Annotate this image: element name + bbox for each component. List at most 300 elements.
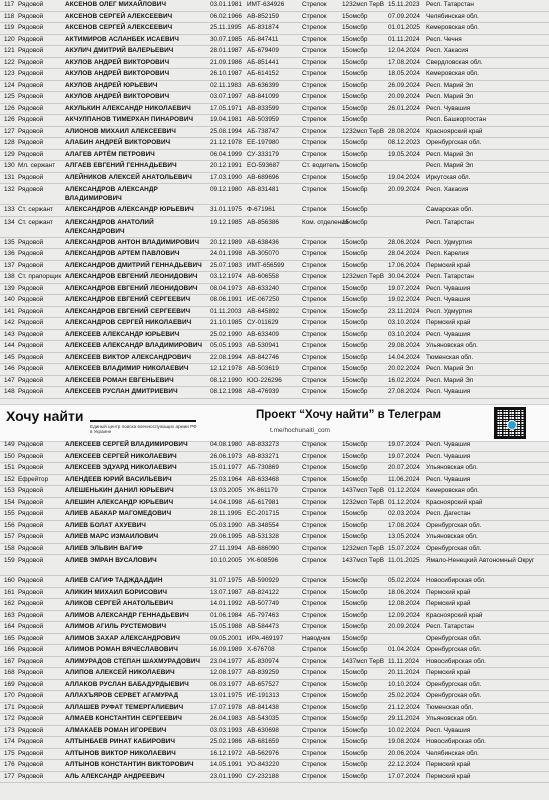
- table-row: [0, 272, 549, 284]
- region-cell: Челябинская обл.: [426, 749, 479, 757]
- role-cell: Стрелок: [302, 376, 327, 384]
- document-cell: АВ-852159: [247, 12, 279, 20]
- unit-cell: 15омсбр: [342, 715, 368, 722]
- birth-date-cell: 16.09.1989: [210, 646, 242, 653]
- region-cell: Пермский край: [426, 772, 471, 780]
- unit-cell: 15омсбр: [342, 104, 368, 112]
- birth-date-cell: 31.07.1975: [210, 577, 242, 584]
- role-cell: Ком. отделения: [302, 218, 349, 226]
- row-number: 147: [4, 376, 15, 384]
- row-number: 163: [4, 611, 15, 619]
- table-row: [0, 463, 549, 475]
- region-cell: Пермский край: [426, 588, 471, 596]
- document-cell: АВ-348554: [247, 521, 279, 529]
- row-number: 162: [4, 600, 15, 607]
- birth-date-cell: 19.12.1985: [210, 218, 242, 226]
- birth-date-cell: 26.04.1983: [210, 715, 242, 722]
- date-cell: 29.11.2024: [388, 715, 420, 722]
- document-cell: АВ-657527: [247, 680, 279, 688]
- birth-date-cell: 28.11.1995: [210, 510, 242, 517]
- name-cell: АЛЕКСАНДРОВ АЛЕКСАНДР ВЛАДИМИРОВИЧ: [65, 186, 158, 202]
- role-cell: Стрелок: [302, 749, 327, 757]
- role-cell: Стрелок: [302, 611, 327, 619]
- table-row: [0, 726, 549, 738]
- birth-date-cell: 20.12.1989: [210, 238, 242, 246]
- name-cell: АЛТЫНОВ ВИКТОР НИКОЛАЕВИЧ: [65, 749, 176, 757]
- role-cell: Стрелок: [302, 577, 327, 584]
- row-number: 130: [4, 162, 15, 169]
- region-cell: Респ. Марий Эл: [426, 162, 474, 169]
- unit-cell: 15омсбр: [342, 261, 368, 269]
- unit-cell: 15омсбр: [342, 365, 368, 372]
- document-cell: ИМТ-656599: [247, 261, 285, 269]
- region-cell: Новосибирская обл.: [426, 738, 486, 745]
- role-cell: Стрелок: [302, 623, 327, 630]
- date-cell: 29.08.2024: [388, 342, 420, 349]
- region-cell: Респ. Чувашия: [426, 104, 471, 112]
- role-cell: Стрелок: [302, 273, 327, 280]
- role-cell: Стрелок: [302, 703, 327, 711]
- role-cell: Стрелок: [302, 35, 327, 43]
- date-cell: 14.04.2024: [388, 353, 420, 361]
- unit-cell: 15омсбр: [342, 464, 368, 471]
- unit-cell: 15омсбр: [342, 162, 368, 169]
- birth-date-cell: 28.01.1987: [210, 47, 242, 54]
- unit-cell: 1232мсп ТерВ: [342, 544, 384, 552]
- birth-date-cell: 24.01.1998: [210, 250, 242, 257]
- role-cell: Стрелок: [302, 81, 327, 89]
- unit-cell: 15омсбр: [342, 600, 368, 607]
- region-cell: Респ. Удмуртия: [426, 307, 472, 315]
- row-number: 149: [4, 441, 15, 448]
- brand-underline: [90, 420, 196, 422]
- birth-date-cell: 19.04.1981: [210, 116, 242, 123]
- birth-date-cell: 25.11.1995: [210, 24, 242, 31]
- birth-date-cell: 15.01.1977: [210, 464, 242, 471]
- rank-cell: Рядовой: [18, 12, 44, 20]
- name-cell: АЛИМОВ ЗАХАР АЛЕКСАНДРОВИЧ: [65, 634, 180, 642]
- birth-date-cell: 03.12.1974: [210, 273, 242, 280]
- document-cell: ИРА-469197: [247, 634, 284, 642]
- date-cell: 19.08.2024: [388, 738, 420, 745]
- table-row: [0, 81, 549, 93]
- unit-cell: 15омсбр: [342, 206, 368, 213]
- name-cell: АЛЕКСАНДРОВ АНТОН ВЛАДИМИРОВИЧ: [65, 238, 200, 246]
- name-cell: АЛЕКСАНДРОВ АЛЕКСАНДР ЮРЬЕВИЧ: [65, 206, 194, 213]
- table-row: [0, 599, 549, 611]
- row-number: 118: [4, 12, 15, 20]
- birth-date-cell: 13.01.1975: [210, 692, 242, 699]
- role-cell: Стрелок: [302, 150, 327, 158]
- unit-cell: 15омсбр: [342, 533, 368, 540]
- unit-cell: 15омсбр: [342, 452, 368, 460]
- table-row: [0, 498, 549, 510]
- rank-cell: Рядовой: [18, 441, 44, 448]
- role-cell: Стрелок: [302, 365, 327, 372]
- rank-cell: Рядовой: [18, 577, 44, 584]
- unit-cell: 15омсбр: [342, 353, 368, 361]
- brand-subtitle: Единый центр поиска военнослужащих армии РФ в Украине: [90, 424, 197, 435]
- document-cell: УО-843220: [247, 761, 280, 768]
- region-cell: Респ. Башкортостан: [426, 116, 486, 123]
- region-cell: Тюменская обл.: [426, 703, 474, 711]
- document-cell: АБ-851441: [247, 58, 279, 66]
- rank-cell: Рядовой: [18, 342, 44, 349]
- row-number: 136: [4, 250, 15, 257]
- row-number: 123: [4, 70, 15, 77]
- birth-date-cell: 05.03.1990: [210, 521, 242, 529]
- unit-cell: 15омсбр: [342, 58, 368, 66]
- name-cell: АЛИЕВ АБАКАР МАГОМЕДОВИЧ: [65, 510, 172, 517]
- birth-date-cell: 10.10.2005: [210, 557, 242, 564]
- unit-cell: 15омсбр: [342, 646, 368, 653]
- unit-cell: 15омсбр: [342, 680, 368, 688]
- name-cell: АЛЛАКОВ РУСЛАН БАБАДУРДЫЕВИЧ: [65, 680, 189, 688]
- name-cell: АЛЕКСЕЕВ АЛЕКСАНДР ЮРЬЕВИЧ: [65, 330, 180, 338]
- birth-date-cell: 21.09.1986: [210, 58, 242, 66]
- rank-cell: Рядовой: [18, 600, 44, 607]
- table-row: [0, 173, 549, 185]
- date-cell: 17.06.2024: [388, 261, 420, 269]
- document-cell: АВ-530941: [247, 342, 279, 349]
- row-number: 160: [4, 577, 15, 584]
- rank-cell: Рядовой: [18, 81, 44, 89]
- row-number: 155: [4, 510, 15, 517]
- name-cell: АЛЕКСЕЕВ ВЛАДИМИР НИКОЛАЕВИЧ: [65, 365, 189, 372]
- name-cell: АКТИМИРОВ АСЛАНБЕК ИСАЕВИЧ: [65, 35, 180, 43]
- rank-cell: Рядовой: [18, 139, 44, 146]
- table-row: [0, 58, 549, 70]
- birth-date-cell: 09.05.2001: [210, 634, 242, 642]
- birth-date-cell: 27.11.1994: [210, 544, 242, 552]
- document-cell: АВ-584473: [247, 623, 279, 630]
- name-cell: АЛАГЕВ АРТЁМ ПЕТРОВИЧ: [65, 150, 155, 158]
- region-cell: Респ. Чувашия: [426, 284, 471, 292]
- region-cell: Пермский край: [426, 319, 471, 326]
- role-cell: Стрелок: [302, 669, 327, 676]
- document-cell: АВ-590929: [247, 577, 279, 584]
- table-row: [0, 104, 549, 116]
- name-cell: АЛЛАШЕВ РУФАТ ТЕМЕРГАЛИЕВИЧ: [65, 703, 184, 711]
- table-row: [0, 772, 549, 784]
- region-cell: Респ. Чувашия: [426, 388, 471, 395]
- region-cell: Оренбургская обл.: [426, 680, 482, 688]
- table-row: [0, 691, 549, 703]
- name-cell: АЛЕКСАНДРОВ ЕВГЕНИЙ СЕРГЕЕВИЧ: [65, 307, 191, 315]
- row-number: 150: [4, 452, 15, 460]
- unit-cell: 15омсбр: [342, 81, 368, 89]
- table-row: [0, 46, 549, 58]
- region-cell: Пермский край: [426, 761, 471, 768]
- table-row: [0, 217, 549, 238]
- table-row: [0, 555, 549, 576]
- rank-cell: Рядовой: [18, 510, 44, 517]
- table-row: [0, 387, 549, 399]
- document-cell: УК-861179: [247, 487, 278, 494]
- date-cell: 20.09.2024: [388, 93, 420, 100]
- row-number: 134: [4, 218, 15, 226]
- rank-cell: Рядовой: [18, 611, 44, 619]
- document-cell: АВ-531328: [247, 533, 279, 540]
- birth-date-cell: 22.08.1994: [210, 353, 242, 361]
- document-cell: ЮО-226296: [247, 376, 282, 384]
- region-cell: Респ. Татарстан: [426, 273, 474, 280]
- date-cell: 17.08.2024: [388, 58, 420, 66]
- region-cell: Респ. Чувашия: [426, 475, 471, 483]
- rank-cell: Рядовой: [18, 452, 44, 460]
- role-cell: Стрелок: [302, 47, 327, 54]
- rank-cell: Рядовой: [18, 680, 44, 688]
- rank-cell: Рядовой: [18, 104, 44, 112]
- date-cell: 19.04.2024: [388, 173, 420, 181]
- region-cell: Пермский край: [426, 261, 471, 269]
- table-row: [0, 205, 549, 217]
- promo-banner: [0, 404, 549, 442]
- rank-cell: Рядовой: [18, 127, 44, 135]
- birth-date-cell: 14.04.1998: [210, 498, 242, 506]
- row-number: 152: [4, 475, 15, 483]
- birth-date-cell: 12.08.1977: [210, 669, 242, 676]
- table-row: [0, 295, 549, 307]
- region-cell: Респ. Хакасия: [426, 47, 469, 54]
- table-row: [0, 69, 549, 81]
- document-cell: ЕО-593687: [247, 162, 280, 169]
- role-cell: Стрелок: [302, 772, 327, 780]
- birth-date-cell: 25.03.1964: [210, 475, 242, 483]
- rank-cell: Рядовой: [18, 296, 44, 303]
- row-number: 139: [4, 284, 15, 292]
- document-cell: АБ-730869: [247, 464, 279, 471]
- date-cell: 20.06.2024: [388, 749, 420, 757]
- unit-cell: 15омсбр: [342, 521, 368, 529]
- name-cell: АЛГАЕВ ЕВГЕНИЙ ГЕННАДЬЕВИЧ: [65, 162, 177, 169]
- birth-date-cell: 03.03.1993: [210, 726, 242, 734]
- rank-cell: Рядовой: [18, 544, 44, 552]
- document-cell: АВ-633240: [247, 284, 279, 292]
- table-row: [0, 475, 549, 487]
- name-cell: АЛИКОВ СЕРГЕЙ АНАТОЛЬЕВИЧ: [65, 600, 174, 607]
- name-cell: АЛЕКСАНДРОВ АРТЕМ ПАВЛОВИЧ: [65, 250, 180, 257]
- document-cell: СУ-011629: [247, 319, 279, 326]
- table-row: [0, 645, 549, 657]
- unit-cell: 1232мсп ТерВ: [342, 1, 384, 8]
- rank-cell: Рядовой: [18, 703, 44, 711]
- region-cell: Ульяновская обл.: [426, 342, 478, 349]
- rank-cell: Рядовой: [18, 24, 44, 31]
- row-number: 145: [4, 353, 15, 361]
- date-cell: 12.04.2024: [388, 47, 420, 54]
- rank-cell: Рядовой: [18, 738, 44, 745]
- date-cell: 01.11.2024: [388, 35, 420, 43]
- rank-cell: Рядовой: [18, 634, 44, 642]
- region-cell: Кемеровская обл.: [426, 24, 480, 31]
- document-cell: ЕЕ-197980: [247, 139, 279, 146]
- document-cell: АВ-681659: [247, 738, 279, 745]
- document-cell: Х-676708: [247, 646, 275, 653]
- rank-cell: Мл. сержант: [18, 162, 56, 169]
- unit-cell: 1437мсп ТерВ: [342, 557, 384, 564]
- role-cell: Стрелок: [302, 600, 327, 607]
- rank-cell: Рядовой: [18, 319, 44, 326]
- row-number: 151: [4, 464, 15, 471]
- document-cell: АВ-305070: [247, 250, 279, 257]
- document-cell: АБ-797463: [247, 611, 279, 619]
- unit-cell: 15омсбр: [342, 577, 368, 584]
- region-cell: Оренбургская обл.: [426, 692, 482, 699]
- table-row: [0, 12, 549, 24]
- unit-cell: 15омсбр: [342, 330, 368, 338]
- region-cell: Свердловская обл.: [426, 58, 483, 66]
- role-cell: Стрелок: [302, 70, 327, 77]
- row-number: 125: [4, 93, 15, 100]
- table-row: [0, 284, 549, 296]
- table-row: [0, 184, 549, 205]
- name-cell: АЛЕКСЕЕВ СЕРГЕЙ НИКОЛАЕВИЧ: [65, 452, 177, 460]
- role-cell: Стрелок: [302, 93, 327, 100]
- row-number: 119: [4, 24, 15, 31]
- region-cell: Респ. Чувашия: [426, 441, 471, 448]
- row-number: 128: [4, 139, 15, 146]
- table-row: [0, 588, 549, 600]
- name-cell: АЛИМОВ РОМАН ВЯЧЕСЛАВОВИЧ: [65, 646, 178, 653]
- region-cell: Пермский край: [426, 600, 471, 607]
- name-cell: АЛИЕВ САГИФ ТАДЖДАДДИН: [65, 577, 163, 584]
- table-row: [0, 509, 549, 521]
- casualty-table-top: [0, 0, 549, 399]
- row-number: 156: [4, 521, 15, 529]
- name-cell: АЛМАКАЕВ РОМАН ИГОРЕВИЧ: [65, 726, 167, 734]
- table-row: [0, 703, 549, 715]
- name-cell: АЛТЫНБАЕВ РИНАТ КАБИРОВИЧ: [65, 738, 176, 745]
- unit-cell: 15омсбр: [342, 139, 368, 146]
- row-number: 148: [4, 388, 15, 395]
- name-cell: АЛЕКСЕЕВ ЭДУАРД НИКОЛАЕВИЧ: [65, 464, 177, 471]
- rank-cell: Рядовой: [18, 657, 44, 665]
- document-cell: АВ-645892: [247, 307, 279, 315]
- rank-cell: Рядовой: [18, 116, 44, 123]
- unit-cell: 15омсбр: [342, 376, 368, 384]
- date-cell: 07.09.2024: [388, 12, 420, 20]
- role-cell: Стрелок: [302, 24, 327, 31]
- row-number: 143: [4, 330, 15, 338]
- role-cell: Стрелок: [302, 761, 327, 768]
- document-cell: СУ-333179: [247, 150, 279, 158]
- date-cell: 19.07.2024: [388, 441, 420, 448]
- row-number: 129: [4, 150, 15, 158]
- document-cell: АВ-841099: [247, 93, 279, 100]
- name-cell: АКУЛЬКИН АЛЕКСАНДР НИКОЛАЕВИЧ: [65, 104, 191, 112]
- table-row: [0, 634, 549, 646]
- telegram-link[interactable]: t.me/hochunaiti_com: [270, 427, 330, 434]
- unit-cell: 15омсбр: [342, 35, 368, 43]
- document-cell: АВ-633409: [247, 330, 279, 338]
- region-cell: Оренбургская обл.: [426, 634, 482, 642]
- role-cell: Стрелок: [302, 498, 327, 506]
- name-cell: АКСЕНОВ СЕРГЕЙ АЛЕКСЕЕВИЧ: [65, 12, 173, 20]
- name-cell: АЛЕКСЕЕВ АЛЕКСАНДР ВЛАДИМИРОВИЧ: [65, 342, 203, 349]
- region-cell: Респ. Чечня: [426, 35, 462, 43]
- birth-date-cell: 29.06.1995: [210, 533, 242, 540]
- rank-cell: Рядовой: [18, 70, 44, 77]
- unit-cell: 1437мсп ТерВ: [342, 487, 384, 494]
- role-cell: Стрелок: [302, 250, 327, 257]
- role-cell: Стрелок: [302, 680, 327, 688]
- row-number: 172: [4, 715, 15, 722]
- document-cell: Ф-671961: [247, 206, 276, 213]
- role-cell: Стрелок: [302, 127, 327, 135]
- unit-cell: 15омсбр: [342, 116, 368, 123]
- name-cell: АЛЕКСЕЕВ РУСЛАН ДМИТРИЕВИЧ: [65, 388, 178, 395]
- region-cell: Респ. Татарстан: [426, 1, 474, 8]
- row-number: 133: [4, 206, 15, 213]
- role-cell: Стрелок: [302, 342, 327, 349]
- document-cell: ИЕ-067250: [247, 296, 280, 303]
- region-cell: Респ. Чувашия: [426, 296, 471, 303]
- document-cell: ЕС-201715: [247, 510, 280, 517]
- row-number: 164: [4, 623, 15, 630]
- unit-cell: 15омсбр: [342, 307, 368, 315]
- unit-cell: 15омсбр: [342, 634, 368, 642]
- region-cell: Ямало-Ненецкий Автономный Округ: [426, 557, 535, 564]
- role-cell: Стрелок: [302, 388, 327, 395]
- date-cell: 01.12.2024: [388, 487, 420, 494]
- birth-date-cell: 17.03.1990: [210, 173, 242, 181]
- name-cell: АЛИМОВ АЛЕКСАНДР ГЕННАДЬЕВИЧ: [65, 611, 189, 619]
- role-cell: Стрелок: [302, 116, 327, 123]
- birth-date-cell: 05.05.1993: [210, 342, 242, 349]
- row-number: 176: [4, 761, 15, 768]
- region-cell: Челябинская обл.: [426, 12, 479, 20]
- role-cell: Стрелок: [302, 238, 327, 246]
- table-row: [0, 611, 549, 623]
- rank-cell: Рядовой: [18, 646, 44, 653]
- rank-cell: Рядовой: [18, 692, 44, 699]
- rank-cell: Рядовой: [18, 749, 44, 757]
- birth-date-cell: 25.02.1990: [210, 330, 242, 338]
- role-cell: Стрелок: [302, 104, 327, 112]
- birth-date-cell: 14.05.1991: [210, 761, 242, 768]
- name-cell: АЛИМОВ АГИЛЬ РУСТЕМОВИЧ: [65, 623, 167, 630]
- role-cell: Стрелок: [302, 330, 327, 338]
- role-cell: Стрелок: [302, 173, 327, 181]
- document-cell: АБ-830974: [247, 657, 279, 665]
- table-row: [0, 760, 549, 772]
- unit-cell: 15омсбр: [342, 772, 368, 780]
- role-cell: Стрелок: [302, 715, 327, 722]
- rank-cell: Рядовой: [18, 353, 44, 361]
- role-cell: Стрелок: [302, 657, 327, 665]
- table-row: [0, 364, 549, 376]
- name-cell: АЛАБИН АНДРЕЙ ВИКТОРОВИЧ: [65, 139, 171, 146]
- region-cell: Ульяновская обл.: [426, 715, 478, 722]
- rank-cell: Рядовой: [18, 261, 44, 269]
- birth-date-cell: 13.03.2005: [210, 487, 242, 494]
- table-row: [0, 0, 549, 12]
- rank-cell: Рядовой: [18, 365, 44, 372]
- region-cell: Кемеровская обл.: [426, 487, 480, 494]
- date-cell: 05.02.2024: [388, 577, 420, 584]
- unit-cell: 15омсбр: [342, 296, 368, 303]
- region-cell: Новосибирская обл.: [426, 657, 486, 665]
- document-cell: АВ-833599: [247, 104, 279, 112]
- role-cell: Наводчик: [302, 634, 331, 642]
- unit-cell: 1232мсп ТерВ: [342, 127, 384, 135]
- project-title: Проект “Хочу найти” в Телеграм: [256, 409, 442, 421]
- region-cell: Респ. Чувашия: [426, 330, 471, 338]
- row-number: 120: [4, 35, 15, 43]
- unit-cell: 15омсбр: [342, 250, 368, 257]
- date-cell: 21.12.2024: [388, 703, 420, 711]
